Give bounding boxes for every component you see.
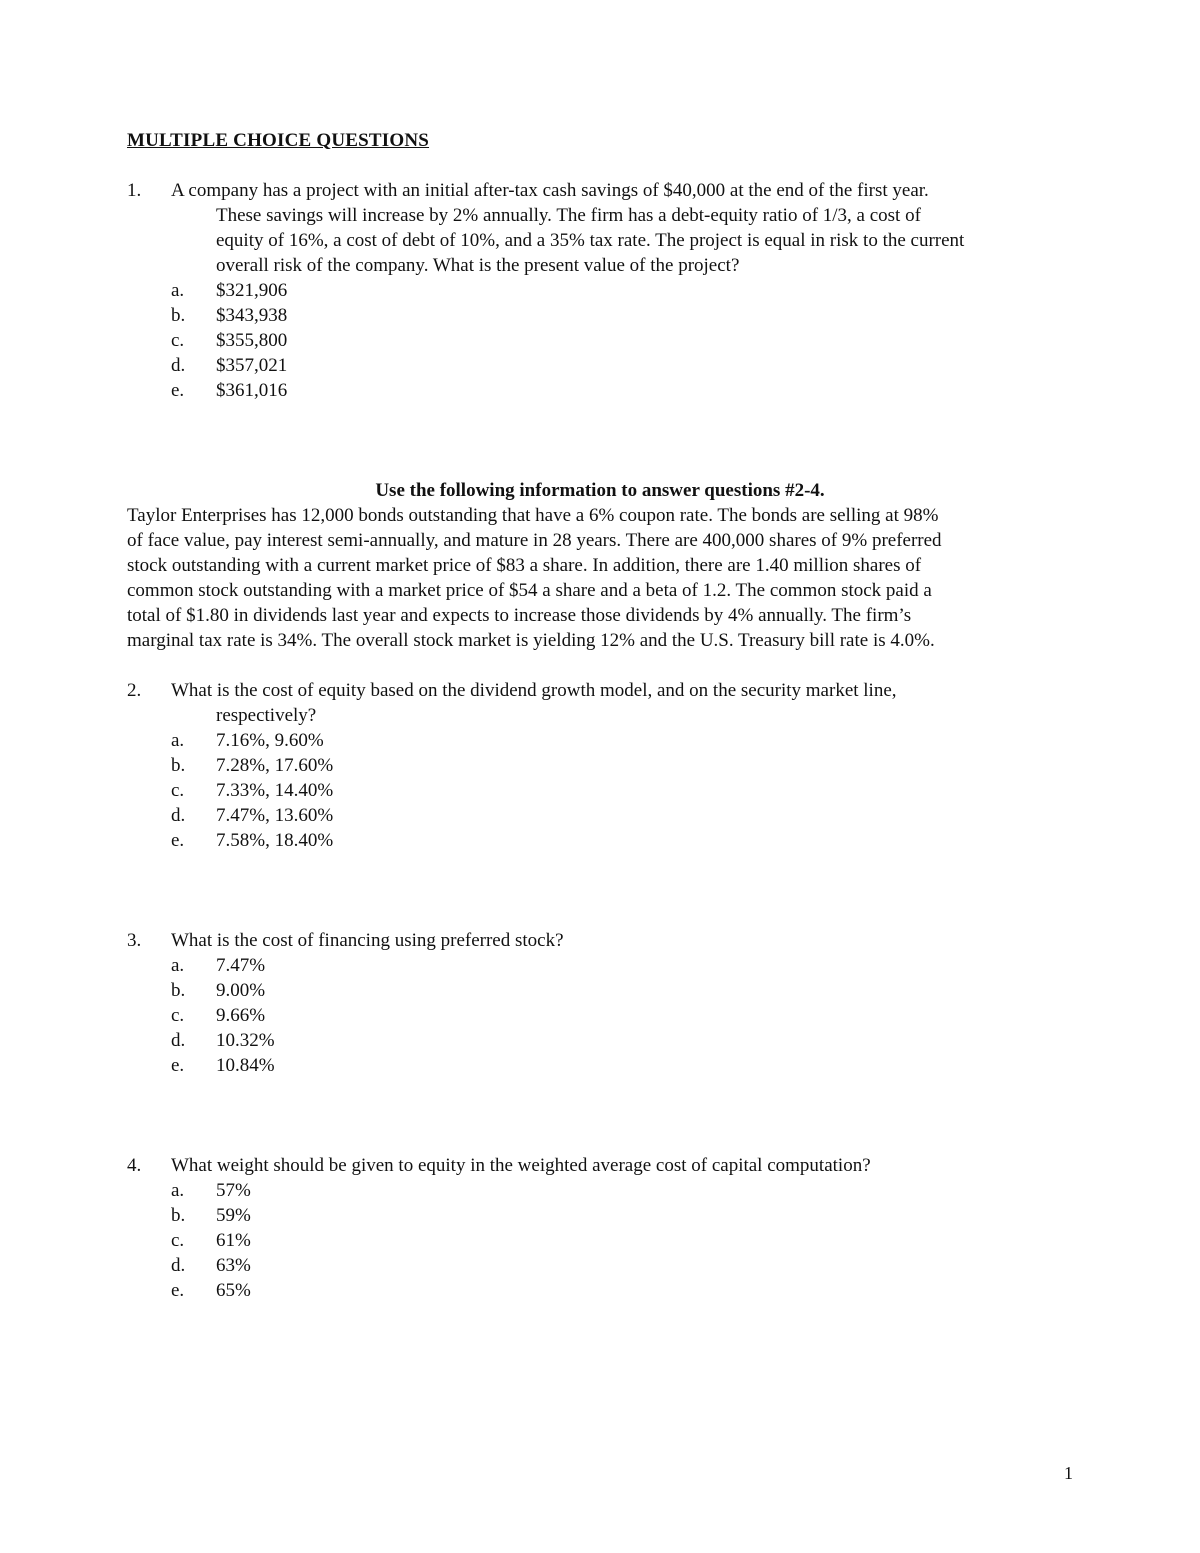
question-number: 2.: [127, 680, 142, 701]
question-text: What is the cost of financing using preferred stock?: [171, 930, 564, 951]
question-line: [127, 703, 1077, 728]
option-letter: e.: [171, 1055, 185, 1076]
answer-option: [127, 778, 1077, 803]
option-letter: b.: [171, 305, 186, 326]
question-line: [127, 253, 1077, 278]
answer-option: [127, 1278, 1077, 1303]
answer-option: [127, 1203, 1077, 1228]
paragraph-line: [127, 528, 1077, 553]
option-text: 10.84%: [216, 1055, 275, 1076]
paragraph-line: [127, 503, 1077, 528]
question-4: [127, 1153, 1077, 1303]
option-letter: e.: [171, 1280, 185, 1301]
option-letter: c.: [171, 1005, 185, 1026]
answer-option: [127, 1178, 1077, 1203]
answer-option: [127, 1003, 1077, 1028]
answer-option: [127, 978, 1077, 1003]
option-text: 65%: [216, 1280, 251, 1301]
question-text: equity of 16%, a cost of debt of 10%, and a 35% tax rate. The project is equal in risk to the current: [216, 230, 965, 251]
page-number: 1: [1064, 1463, 1073, 1483]
option-text: 7.47%: [216, 955, 266, 976]
option-text: 7.28%, 17.60%: [216, 755, 334, 776]
answer-option: [127, 328, 1077, 353]
paragraph-line: [127, 628, 1077, 653]
question-number: 3.: [127, 930, 142, 951]
answer-option: [127, 1228, 1077, 1253]
paragraph-text: stock outstanding with a current market price of $83 a share. In addition, there are 1.40 million shares of: [127, 555, 922, 576]
option-text: 7.16%, 9.60%: [216, 730, 324, 751]
answer-option: [127, 828, 1077, 853]
option-text: 9.00%: [216, 980, 266, 1001]
answer-option: [127, 278, 1077, 303]
option-text: $361,016: [216, 380, 288, 401]
option-text: $355,800: [216, 330, 288, 351]
option-text: 57%: [216, 1180, 251, 1201]
option-letter: b.: [171, 755, 186, 776]
question-number: 4.: [127, 1155, 142, 1176]
answer-option: [127, 953, 1077, 978]
paragraph-text: marginal tax rate is 34%. The overall stock market is yielding 12% and the U.S. Treasury bill rate is 4.0%.: [127, 630, 935, 651]
answer-option: [127, 1053, 1077, 1078]
option-letter: c.: [171, 1230, 185, 1251]
option-letter: d.: [171, 355, 186, 376]
info-paragraph: [127, 503, 1077, 653]
option-text: 59%: [216, 1205, 251, 1226]
question-line: [127, 203, 1077, 228]
paragraph-line: [127, 578, 1077, 603]
answer-option: [127, 303, 1077, 328]
question-text: What is the cost of equity based on the dividend growth model, and on the security market line,: [171, 680, 897, 701]
question-3: [127, 928, 1077, 1078]
option-letter: b.: [171, 1205, 186, 1226]
option-text: 7.33%, 14.40%: [216, 780, 334, 801]
paragraph-line: [127, 553, 1077, 578]
question-text: overall risk of the company. What is the present value of the project?: [216, 255, 740, 276]
option-text: 10.32%: [216, 1030, 275, 1051]
option-text: 7.58%, 18.40%: [216, 830, 334, 851]
option-letter: d.: [171, 1030, 186, 1051]
option-letter: e.: [171, 380, 185, 401]
question-text: respectively?: [216, 705, 317, 726]
option-letter: c.: [171, 330, 185, 351]
answer-option: [127, 1253, 1077, 1278]
answer-option: [127, 378, 1077, 403]
option-letter: d.: [171, 1255, 186, 1276]
option-letter: a.: [171, 1180, 185, 1201]
question-line: [127, 228, 1077, 253]
paragraph-line: [127, 603, 1077, 628]
option-letter: e.: [171, 830, 185, 851]
page-heading: MULTIPLE CHOICE QUESTIONS: [127, 130, 430, 151]
option-text: $357,021: [216, 355, 288, 376]
answer-option: [127, 1028, 1077, 1053]
question-line: [127, 928, 1077, 953]
option-letter: d.: [171, 805, 186, 826]
answer-option: [127, 728, 1077, 753]
option-text: 61%: [216, 1230, 251, 1251]
question-1: [127, 178, 1077, 403]
option-letter: b.: [171, 980, 186, 1001]
question-text: A company has a project with an initial after-tax cash savings of $40,000 at the end of the first year.: [171, 180, 929, 201]
answer-option: [127, 753, 1077, 778]
answer-option: [127, 803, 1077, 828]
question-line: [127, 178, 1077, 203]
info-heading: Use the following information to answer questions #2-4.: [375, 480, 825, 501]
question-line: [127, 1153, 1077, 1178]
option-letter: c.: [171, 780, 185, 801]
option-letter: a.: [171, 730, 185, 751]
paragraph-text: Taylor Enterprises has 12,000 bonds outstanding that have a 6% coupon rate. The bonds are selling at 98%: [127, 505, 939, 526]
question-text: These savings will increase by 2% annually. The firm has a debt-equity ratio of 1/3, a cost of: [216, 205, 921, 226]
option-text: $321,906: [216, 280, 288, 301]
option-text: 7.47%, 13.60%: [216, 805, 334, 826]
option-letter: a.: [171, 955, 185, 976]
paragraph-text: common stock outstanding with a market price of $54 a share and a beta of 1.2. The common stock paid a: [127, 580, 932, 601]
option-letter: a.: [171, 280, 185, 301]
question-number: 1.: [127, 180, 142, 201]
option-text: 63%: [216, 1255, 251, 1276]
question-text: What weight should be given to equity in the weighted average cost of capital computation?: [171, 1155, 871, 1176]
question-line: [127, 678, 1077, 703]
paragraph-text: total of $1.80 in dividends last year and expects to increase those dividends by 4% annually. The firm’s: [127, 605, 912, 626]
paragraph-text: of face value, pay interest semi-annually, and mature in 28 years. There are 400,000 shares of 9% preferred: [127, 530, 942, 551]
question-2: [127, 678, 1077, 853]
answer-option: [127, 353, 1077, 378]
option-text: $343,938: [216, 305, 288, 326]
option-text: 9.66%: [216, 1005, 266, 1026]
